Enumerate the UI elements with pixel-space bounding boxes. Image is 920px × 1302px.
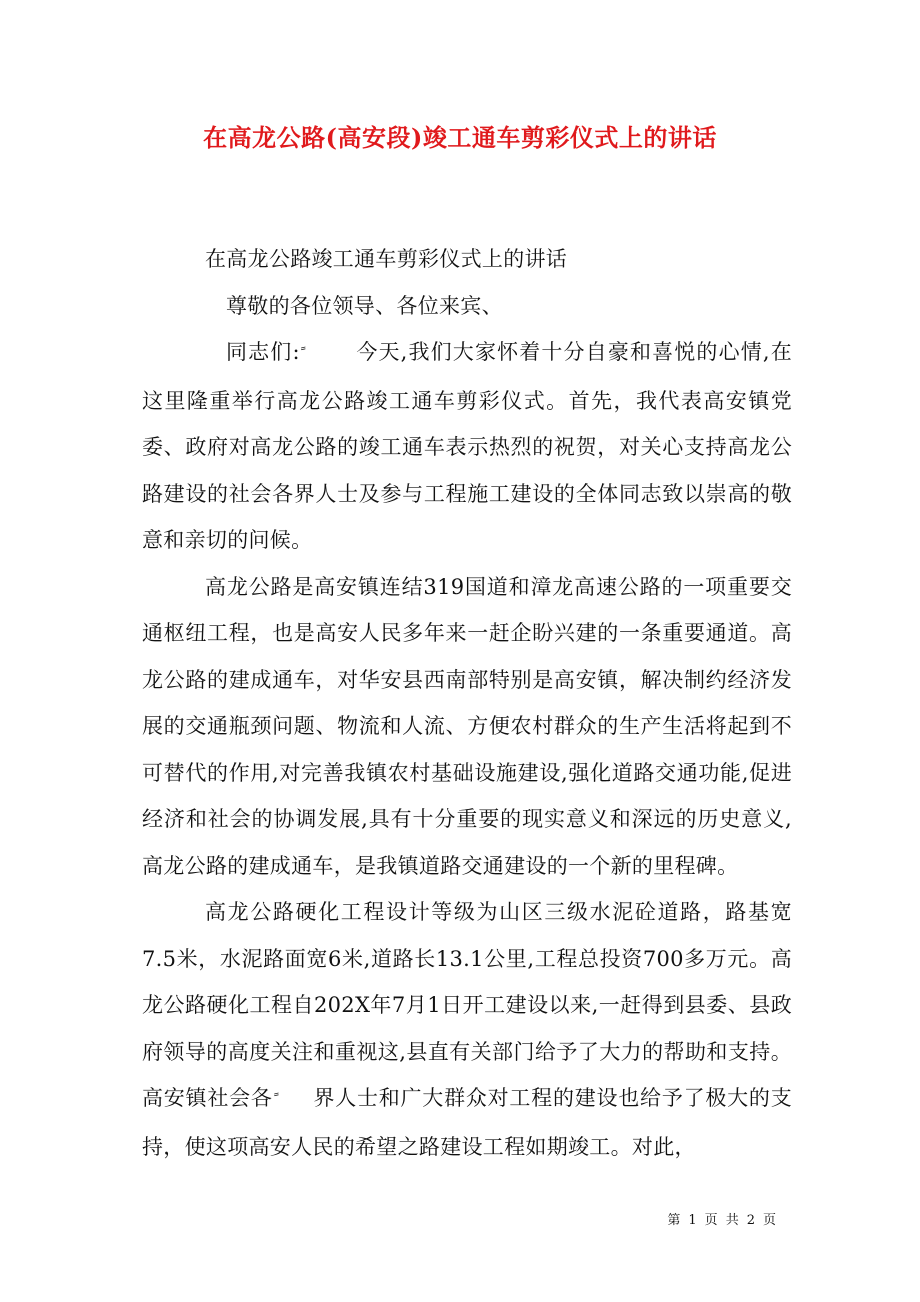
page-footer [663, 1209, 780, 1228]
paragraph-1-text: 今天,我们大家怀着十分自豪和喜悦的心情,在这里隆重举行高龙公路竣工通车剪彩仪式。首先，我代表高安镇党委、政府对高龙公路的竣工通车表示热烈的祝贺，对关心支持高龙公路建设的社会各界人士及参与工程施工建设的全体同志致以崇高的敬意和亲切的问候。 [142, 340, 792, 552]
salutation: 尊敬的各位领导、各位来宾、 [226, 293, 503, 318]
footer-gong: 共 [725, 1213, 739, 1228]
footer-ye-2: 页 [762, 1213, 776, 1228]
speech-heading: 在高龙公路竣工通车剪彩仪式上的讲话 [205, 247, 568, 271]
footer-total-pages: 2 [746, 1213, 755, 1228]
paragraph-3 [142, 889, 792, 1170]
document-body [142, 236, 792, 1170]
paragraph-3-text-b: 界人士和广大群众对工程的建设也给予了极大的支持，使这项高安人民的希望之路建设工程如期竣工。对此， [142, 1086, 792, 1159]
paragraph-2: 高龙公路是高安镇连结319国道和漳龙高速公路的一项重要交通枢纽工程，也是高安人民多年来一赶企盼兴建的一条重要通道。高龙公路的建成通车，对华安县西南部特别是高安镇，解决制约经济发展的交通瓶颈问题、物流和人流、方便农村群众的生产生活将起到不可替代的作用,对完善我镇农村基础设施建设,强化道路交通功能,促进经济和社会的协调发展,具有十分重要的现实意义和深远的历史意义,高龙公路的建成通车，是我镇道路交通建设的一个新的里程碑。 [142, 574, 792, 878]
greeting: 同志们: [226, 340, 300, 364]
footer-ye: 页 [704, 1213, 718, 1228]
paragraph-3-text-a: 高龙公路硬化工程设计等级为山区三级水泥砼道路，路基宽7.5米，水泥路面宽6米,道路长13.1公里,工程总投资700多万元。高龙公路硬化工程自202X年7月1日开工建设以来,一赶得到县委、县政府领导的高度关注和重视这,县直有关部门给予了大力的帮助和支持。高安镇社会各 [142, 900, 792, 1110]
footer-di: 第 [667, 1213, 681, 1228]
paragraph-1 [142, 329, 792, 564]
document-title: 在高龙公路(高安段)竣工通车剪彩仪式上的讲话 [203, 123, 717, 152]
footer-page-number: 1 [688, 1213, 697, 1228]
